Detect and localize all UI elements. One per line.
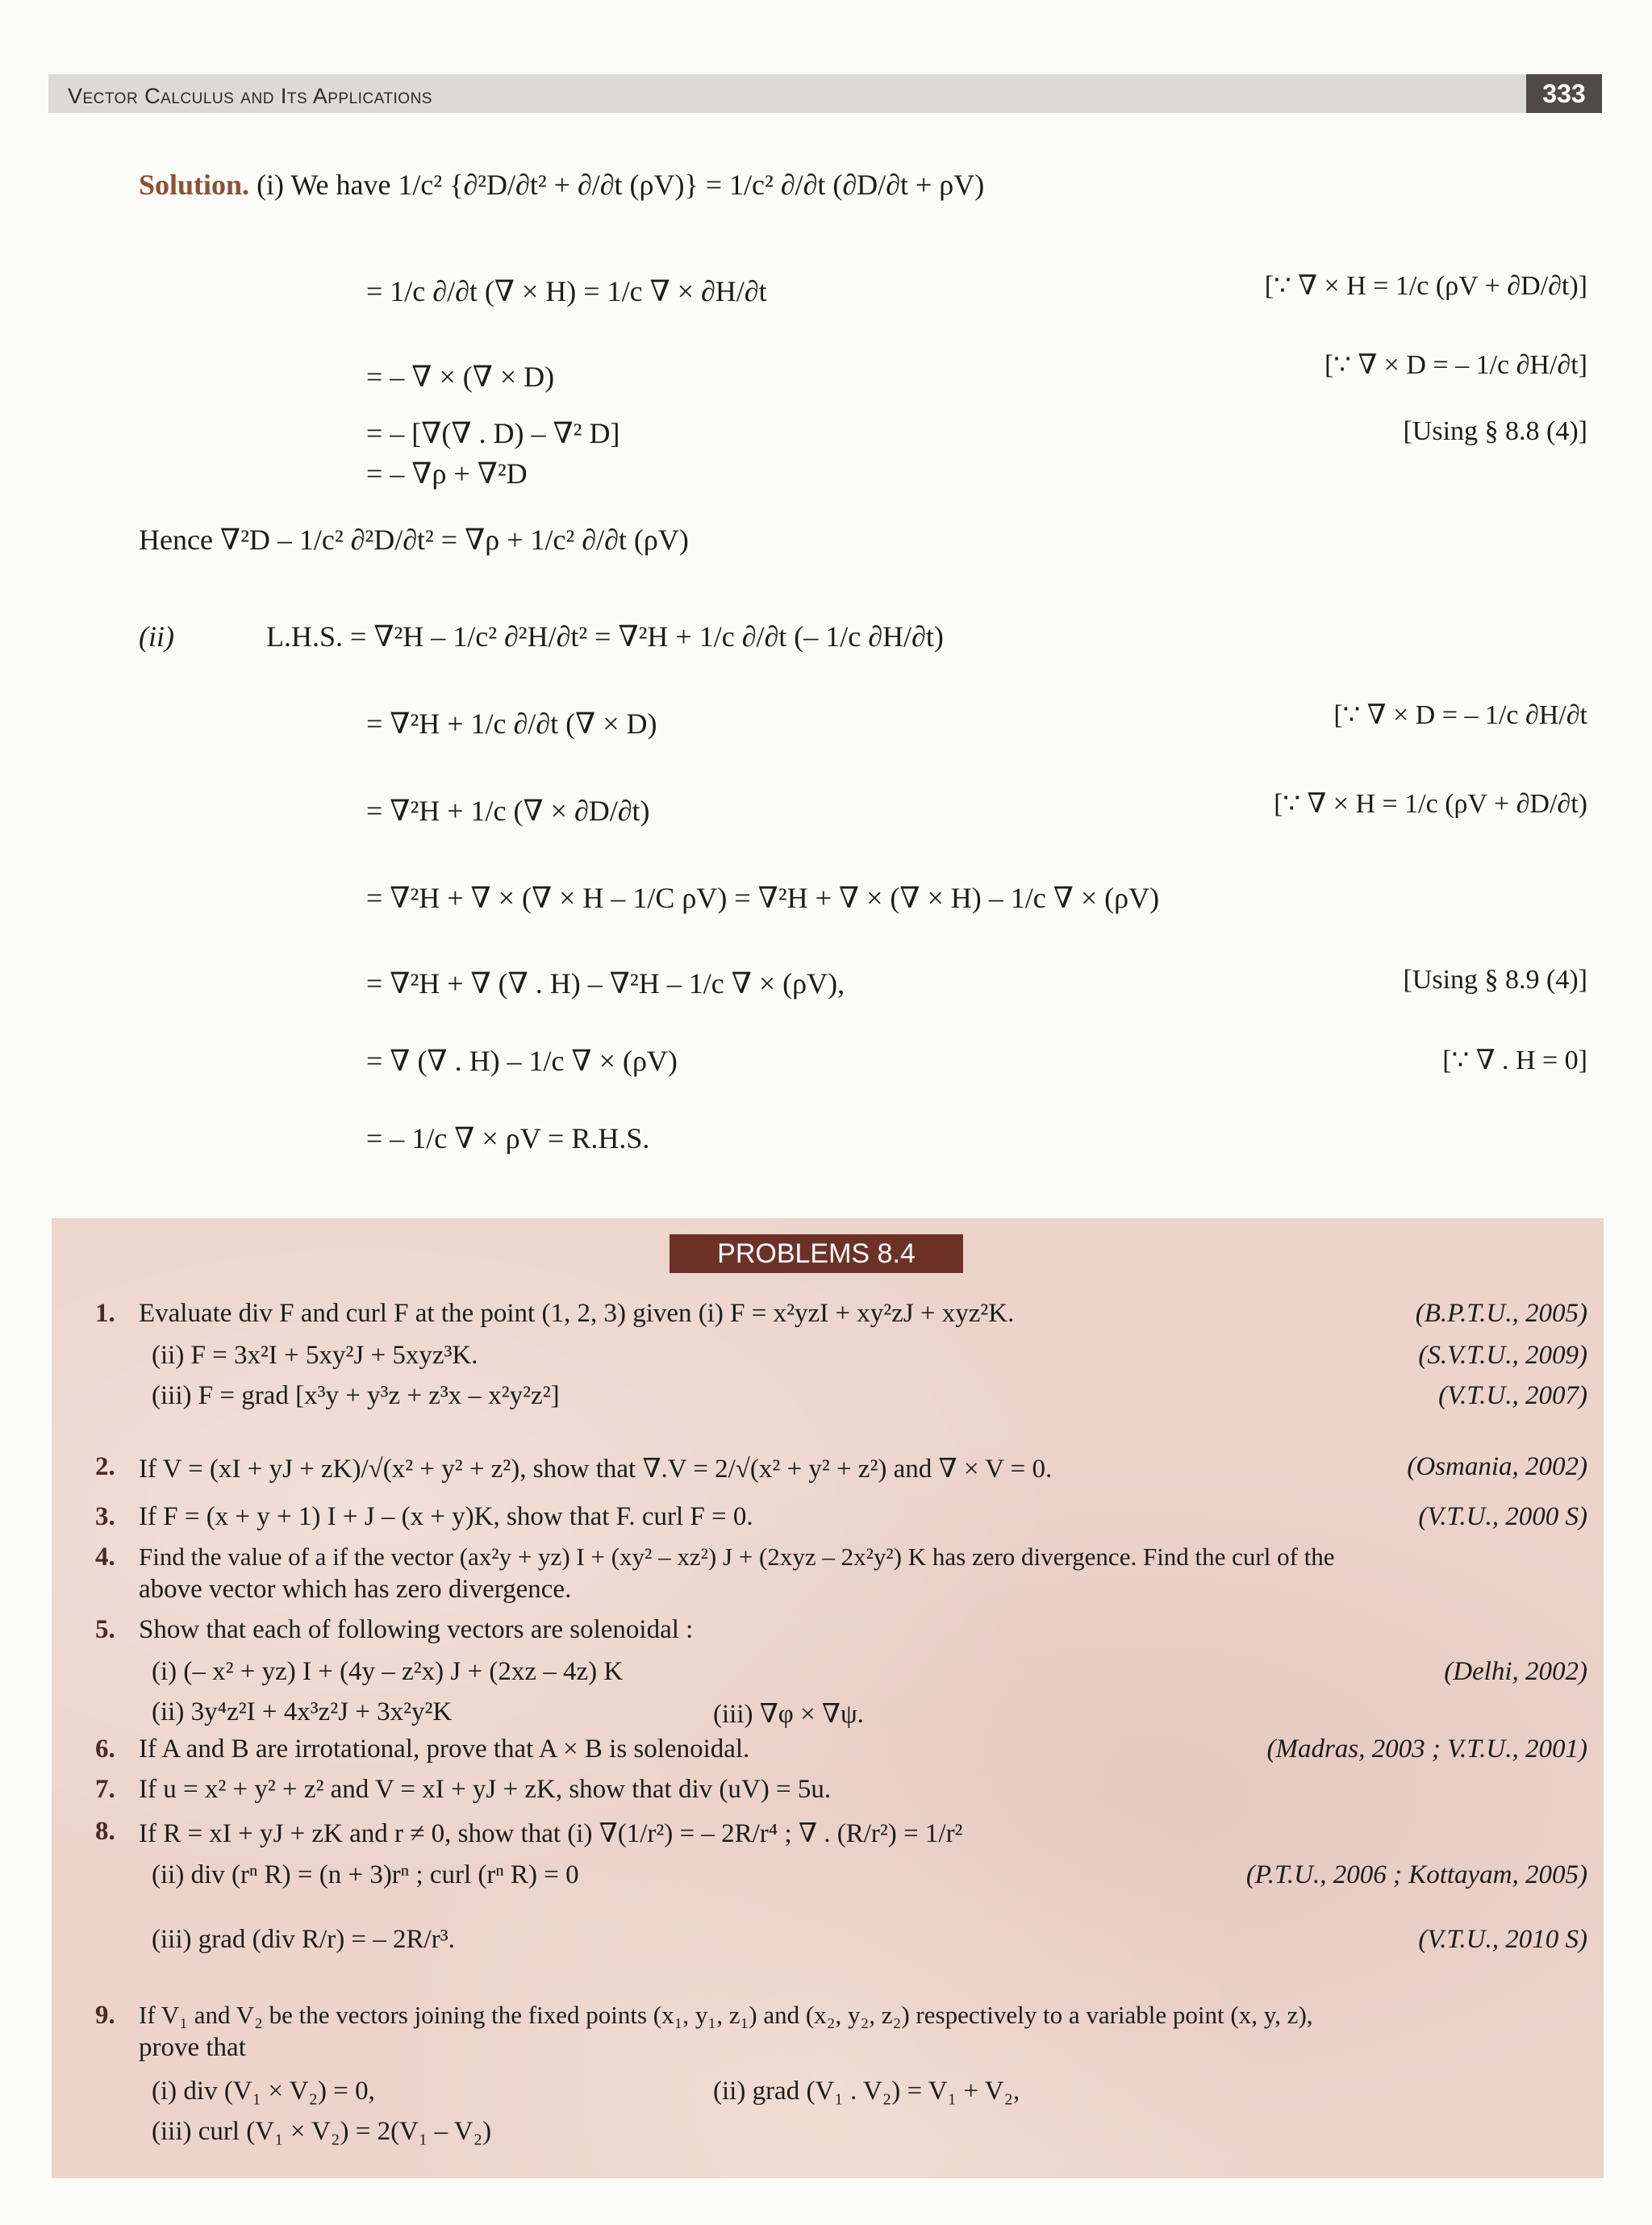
problem-source: (B.P.T.U., 2005)	[1415, 1299, 1587, 1328]
solution-ii-line-6: = ∇ (∇ . H) – 1/c ∇ × (ρV)	[366, 1045, 678, 1077]
solution-ii-line-2-note: [∵ ∇ × D = – 1/c ∂H/∂t	[1333, 700, 1587, 730]
solution-ii-line-1: L.H.S. = ∇²H – 1/c² ∂²H/∂t² = ∇²H + 1/c ∂/∂t (– 1/c ∂H/∂t)	[266, 620, 944, 653]
problem-number: 3.	[95, 1502, 115, 1531]
problem-text: Find the value of a if the vector (ax²y + yz) I + (xy² – xz²) J + (2xyz – 2x²y²) K has zero divergence. Find the curl of the	[139, 1542, 1335, 1571]
problem-source: (V.T.U., 2007)	[1438, 1381, 1587, 1410]
problem-text: (i) (– x² + yz) I + (4y – z²x) J + (2xz – 4z) K	[152, 1657, 624, 1686]
problem-number: 9.	[95, 2001, 115, 2030]
solution-ii-line-5-note: [Using § 8.9 (4)]	[1403, 965, 1587, 995]
problem-number: 2.	[95, 1452, 115, 1481]
solution-ii-line-3: = ∇²H + 1/c (∇ × ∂D/∂t)	[366, 795, 650, 827]
problem-source: (V.T.U., 2000 S)	[1418, 1502, 1587, 1531]
solution-line-1	[139, 168, 984, 202]
problem-text: (iii) grad (div R/r) = – 2R/r³.	[152, 1925, 455, 1954]
problem-source: (S.V.T.U., 2009)	[1418, 1341, 1587, 1370]
problems-heading: PROBLEMS 8.4	[670, 1234, 963, 1273]
problem-text-col2: (ii) grad (V₁ . V₂) = V₁ + V₂,	[713, 2077, 1020, 2106]
solution-line-2: = 1/c ∂/∂t (∇ × H) = 1/c ∇ × ∂H/∂t	[366, 275, 767, 307]
problem-text: If R = xI + yJ + zK and r ≠ 0, show that (i) ∇(1/r²) = – 2R/r⁴ ; ∇ . (R/r²) = 1/r²	[139, 1819, 963, 1848]
solution-line-2-note: [∵ ∇ × H = 1/c (ρV + ∂D/∂t)]	[1264, 271, 1587, 301]
problems-box	[52, 1218, 1604, 2178]
problem-number: 6.	[95, 1734, 115, 1764]
problem-source: (Madras, 2003 ; V.T.U., 2001)	[1266, 1734, 1587, 1764]
problem-text: Evaluate div F and curl F at the point (1, 2, 3) given (i) F = x²yzI + xy²zJ + xyz²K.	[139, 1299, 1015, 1328]
problem-source: (Osmania, 2002)	[1407, 1452, 1587, 1481]
problem-text: (iii) curl (V₁ × V₂) = 2(V₁ – V₂)	[152, 2117, 492, 2146]
problem-text: If F = (x + y + 1) I + J – (x + y)K, show that F. curl F = 0.	[139, 1502, 753, 1531]
problem-text: above vector which has zero divergence.	[139, 1575, 572, 1604]
problem-text: (iii) F = grad [x³y + y³z + z³x – x²y²z²]	[152, 1381, 560, 1410]
solution-ii-line-5: = ∇²H + ∇ (∇ . H) – ∇²H – 1/c ∇ × (ρV),	[366, 967, 845, 1000]
problem-source: (Delhi, 2002)	[1444, 1657, 1587, 1686]
header-title: Vector Calculus and Its Applications	[68, 84, 432, 108]
solution-line-5: = – ∇ρ + ∇²D	[366, 457, 528, 490]
solution-label: Solution.	[139, 169, 250, 201]
problem-text: (ii) F = 3x²I + 5xy²J + 5xyz³K.	[152, 1341, 478, 1370]
solution-ii-line-6-note: [∵ ∇ . H = 0]	[1442, 1046, 1587, 1075]
problem-text: prove that	[139, 2033, 246, 2062]
solution-line-4-note: [Using § 8.8 (4)]	[1403, 416, 1587, 446]
solution-ii-line-4: = ∇²H + ∇ × (∇ × H – 1/C ρV) = ∇²H + ∇ × (∇ × H) – 1/c ∇ × (ρV)	[366, 882, 1160, 914]
problem-text: If u = x² + y² + z² and V = xI + yJ + zK, show that div (uV) = 5u.	[139, 1775, 832, 1804]
solution-ii-line-3-note: [∵ ∇ × H = 1/c (ρV + ∂D/∂t)	[1274, 789, 1587, 819]
problem-text: If A and B are irrotational, prove that A × B is solenoidal.	[139, 1734, 750, 1764]
solution-ii-line-7: = – 1/c ∇ × ρV = R.H.S.	[366, 1122, 650, 1154]
solution-line-3-note: [∵ ∇ × D = – 1/c ∂H/∂t]	[1324, 350, 1587, 380]
problem-source: (V.T.U., 2010 S)	[1418, 1925, 1587, 1954]
problem-text: Show that each of following vectors are solenoidal :	[139, 1615, 694, 1644]
solution-part-ii-label: (ii)	[139, 620, 174, 653]
problem-text: (ii) div (rⁿ R) = (n + 3)rⁿ ; curl (rⁿ R) = 0	[152, 1860, 579, 1889]
solution-ii-line-2: = ∇²H + 1/c ∂/∂t (∇ × D)	[366, 708, 657, 740]
page-number: 333	[1526, 74, 1602, 113]
problem-text: If V₁ and V₂ be the vectors joining the fixed points (x₁, y₁, z₁) and (x₂, y₂, z₂) respectively to a variable point (x, y, z),	[139, 2001, 1313, 2029]
solution-line-3: = – ∇ × (∇ × D)	[366, 361, 555, 393]
problem-number: 5.	[95, 1615, 115, 1644]
problem-number: 4.	[95, 1542, 115, 1572]
problem-text: If V = (xI + yJ + zK)/√(x² + y² + z²), show that ∇.V = 2/√(x² + y² + z²) and ∇ × V = 0.	[139, 1455, 1053, 1484]
problem-number: 7.	[95, 1775, 115, 1804]
problem-text-col2: (iii) ∇φ × ∇ψ.	[713, 1700, 864, 1729]
problem-text: (i) div (V₁ × V₂) = 0,	[152, 2077, 375, 2106]
solution-hence: Hence ∇²D – 1/c² ∂²D/∂t² = ∇ρ + 1/c² ∂/∂t (ρV)	[139, 524, 689, 556]
running-header	[48, 74, 1602, 113]
problem-text: (ii) 3y⁴z²I + 4x³z²J + 3x²y²K	[152, 1697, 453, 1726]
problem-number: 1.	[95, 1299, 115, 1328]
problem-source: (P.T.U., 2006 ; Kottayam, 2005)	[1245, 1860, 1587, 1889]
solution-line-4: = – [∇(∇ . D) – ∇² D]	[366, 417, 620, 449]
solution-line-1-text: (i) We have 1/c² {∂²D/∂t² + ∂/∂t (ρV)} = 1/c² ∂/∂t (∂D/∂t + ρV)	[257, 169, 985, 201]
problem-number: 8.	[95, 1817, 115, 1846]
